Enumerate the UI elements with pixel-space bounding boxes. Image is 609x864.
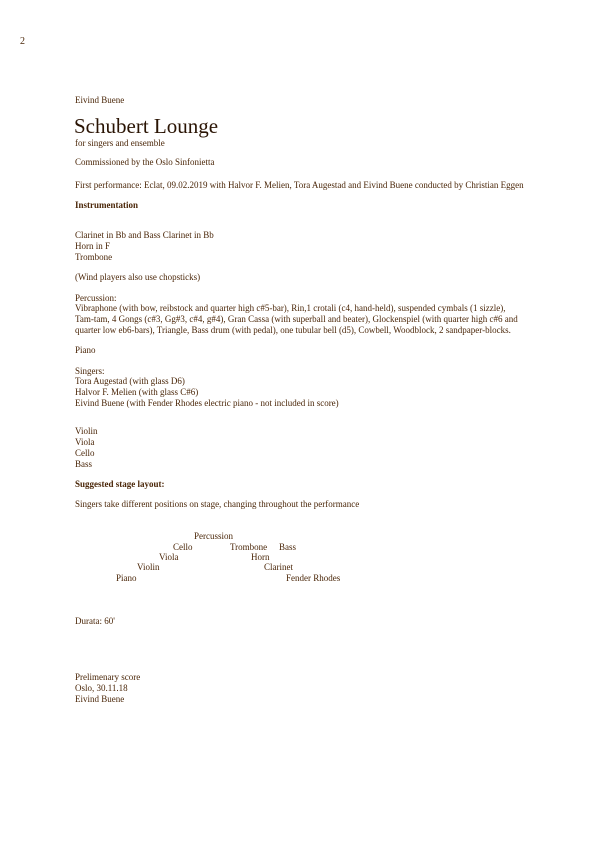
composer-name: Eivind Buene xyxy=(75,95,125,105)
list-item: Cello xyxy=(75,448,95,458)
list-item: Clarinet in Bb and Bass Clarinet in Bb xyxy=(75,230,214,240)
place-date: Oslo, 30.11.18 xyxy=(75,683,128,693)
list-item: Viola xyxy=(75,437,95,447)
winds-list xyxy=(75,230,214,263)
stage-layout-description: Singers take different positions on stage, changing throughout the performance xyxy=(75,499,360,509)
singers-list xyxy=(75,376,339,409)
stage-label-piano: Piano xyxy=(116,573,137,583)
stage-label-violin: Violin xyxy=(137,562,160,572)
singers-heading: Singers: xyxy=(75,366,105,376)
page-title: Schubert Lounge xyxy=(74,114,219,138)
list-item: Horn in F xyxy=(75,241,111,251)
list-item: Tora Augestad (with glass D6) xyxy=(75,376,185,386)
strings-list xyxy=(75,426,97,470)
winds-note: (Wind players also use chopsticks) xyxy=(75,272,201,282)
stage-label-horn: Horn xyxy=(251,552,270,562)
subtitle: for singers and ensemble xyxy=(75,138,165,148)
list-item: Violin xyxy=(75,426,98,436)
stage-label-trombone: Trombone xyxy=(230,542,268,552)
score-status: Prelimenary score xyxy=(75,672,141,682)
stage-layout-heading: Suggested stage layout: xyxy=(75,479,165,489)
stage-label-cello: Cello xyxy=(173,542,193,552)
list-item: Halvor F. Melien (with glass C#6) xyxy=(75,387,199,397)
stage-label-viola: Viola xyxy=(159,552,179,562)
page-number: 2 xyxy=(20,36,25,47)
first-performance: First performance: Eclat, 09.02.2019 with Halvor F. Melien, Tora Augestad and Eivind Buene conducted by Christian Eggen xyxy=(75,180,524,190)
signature-name: Eivind Buene xyxy=(75,694,125,704)
instrumentation-heading: Instrumentation xyxy=(75,200,139,210)
stage-label-clarinet: Clarinet xyxy=(264,562,293,572)
list-item: Eivind Buene (with Fender Rhodes electric piano - not included in score) xyxy=(75,398,339,408)
commission-note: Commissioned by the Oslo Sinfonietta xyxy=(75,157,215,167)
list-item: Vibraphone (with bow, reibstock and quarter high c#5-bar), Rin,1 crotali (c4, hand-held), suspended cymbals (1 sizzle), xyxy=(75,303,506,313)
durata: Durata: 60' xyxy=(75,616,115,626)
list-item: quarter low eb6-bars), Triangle, Bass drum (with pedal), one tubular bell (d5), Cowbell, Woodblock, 2 sandpaper-blocks. xyxy=(75,325,511,335)
stage-label-percussion: Percussion xyxy=(194,531,233,541)
percussion-list xyxy=(75,303,518,336)
stage-label-fender-rhodes: Fender Rhodes xyxy=(286,573,341,583)
stage-label-bass: Bass xyxy=(279,542,297,552)
piano-line: Piano xyxy=(75,345,96,355)
footer-block xyxy=(75,672,140,705)
percussion-heading: Percussion: xyxy=(75,293,117,303)
list-item: Tam-tam, 4 Gongs (c#3, Gg#3, c#4, g#4), Gran Cassa (with superball and beater), Glockenspiel (with quarter high c#6 and xyxy=(75,314,518,324)
list-item: Bass xyxy=(75,459,93,469)
list-item: Trombone xyxy=(75,252,113,262)
